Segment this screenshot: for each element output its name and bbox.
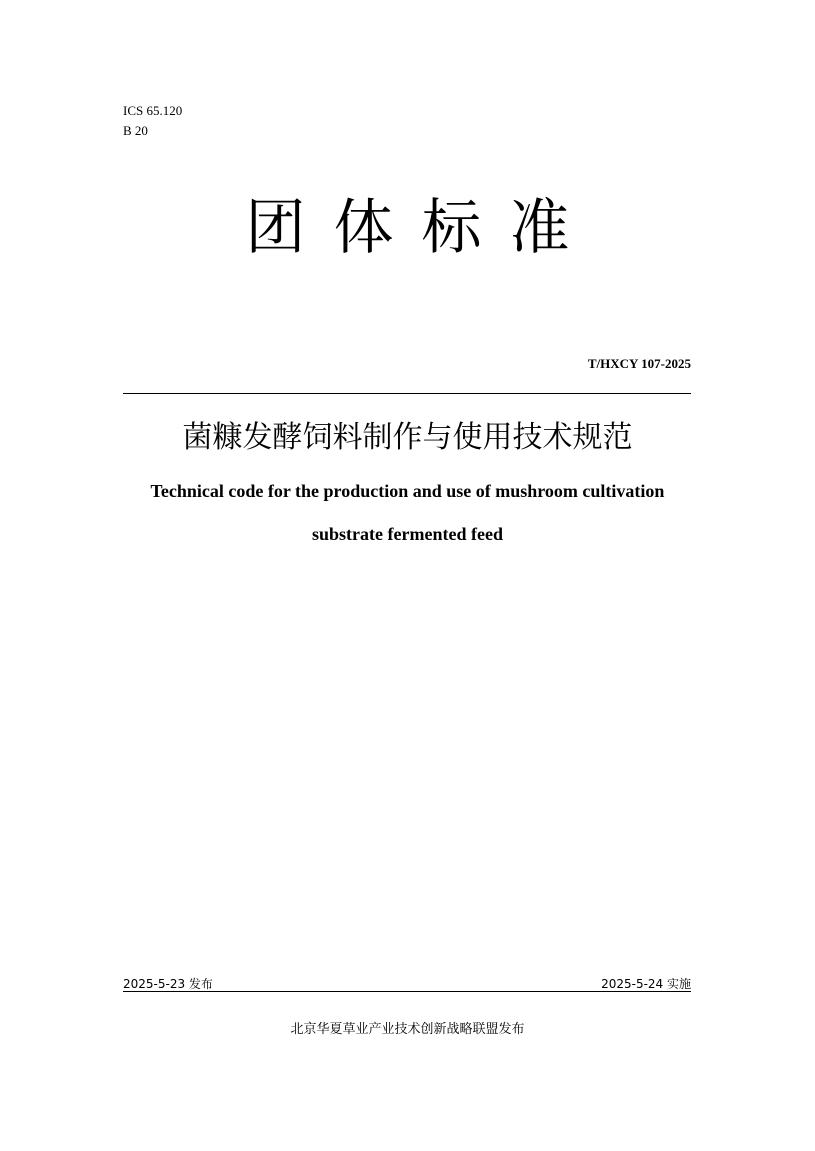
publisher: 北京华夏草业产业技术创新战略联盟发布	[290, 1022, 525, 1037]
implement-date: 2025-5-24 实施	[601, 977, 691, 991]
classification-codes	[123, 101, 182, 141]
english-title-line-2: substrate fermented feed	[312, 524, 503, 544]
standard-type-title: 团体标准	[245, 193, 598, 263]
standard-number: T/HXCY 107-2025	[587, 356, 691, 371]
english-title-line-1: Technical code for the production and use of mushroom cultivation	[150, 481, 665, 501]
chinese-title: 菌糠发酵饲料制作与使用技术规范	[182, 420, 633, 455]
ccs-code: B 20	[123, 123, 148, 138]
top-divider	[123, 393, 691, 394]
bottom-divider	[123, 991, 691, 992]
ics-code: ICS 65.120	[123, 103, 183, 118]
publish-date: 2025-5-23 发布	[123, 977, 213, 991]
english-title	[0, 470, 815, 556]
